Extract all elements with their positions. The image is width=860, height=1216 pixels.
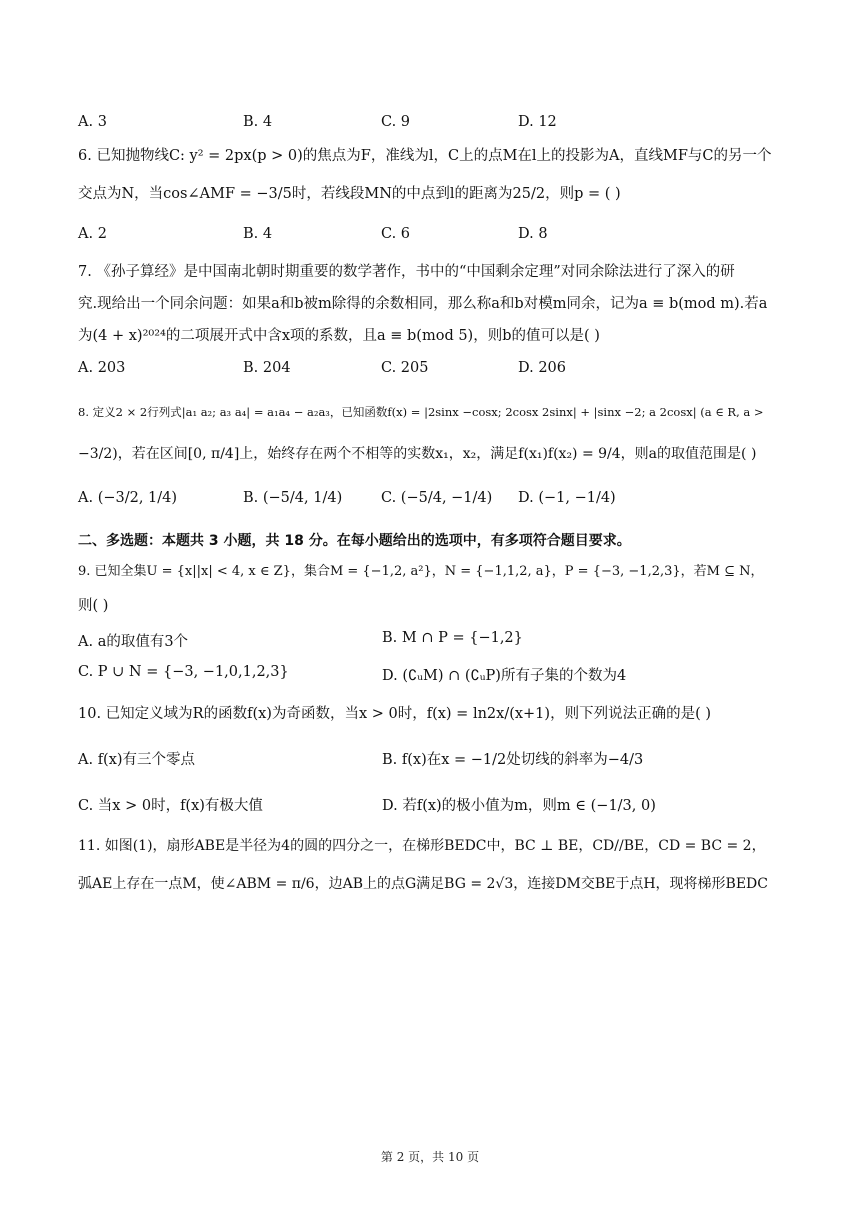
q6-option-a: A. 2 bbox=[78, 226, 107, 242]
q7-option-c: C. 205 bbox=[381, 360, 429, 376]
q5-option-a: A. 3 bbox=[78, 114, 107, 130]
q9-option-a: A. a的取值有3个 bbox=[78, 634, 189, 650]
q10-option-d: D. 若f(x)的极小值为m，则m ∈ (−1/3, 0) bbox=[382, 798, 656, 814]
q7-option-b: B. 204 bbox=[243, 360, 291, 376]
q5-option-b: B. 4 bbox=[243, 114, 273, 130]
q6-option-c: C. 6 bbox=[381, 226, 411, 242]
q7-line-3: 为(4 + x)²⁰²⁴的二项展开式中含x项的系数，且a ≡ b(mod 5)，则b的值可以是( ) bbox=[78, 328, 600, 344]
q9-options-row-1 bbox=[78, 630, 778, 652]
q7-option-a: A. 203 bbox=[78, 360, 126, 376]
q5-options bbox=[78, 114, 778, 136]
q11-line-2: 弧AE上存在一点M，使∠ABM = π/6，边AB上的点G满足BG = 2√3，连接DM交BE于点H，现将梯形BEDC bbox=[78, 876, 768, 892]
q6-line-2: 交点为N，当cos∠AMF = −3/5时，若线段MN的中点到l的距离为25/2，则p = ( ) bbox=[78, 186, 621, 202]
q7-options bbox=[78, 360, 778, 382]
q9-options-row-2 bbox=[78, 664, 778, 686]
q5-option-c: C. 9 bbox=[381, 114, 411, 130]
q7-line-1: 7. 《孙子算经》是中国南北朝时期重要的数学著作，书中的“中国剩余定理”对同余除法进行了深入的研 bbox=[78, 264, 735, 280]
q10-option-a: A. f(x)有三个零点 bbox=[78, 752, 196, 768]
q6-option-d: D. 8 bbox=[518, 226, 548, 242]
q9-line-1: 9. 已知全集U = {x||x| < 4, x ∈ Z}，集合M = {−1,2, a²}，N = {−1,1,2, a}，P = {−3, −1,2,3}，若M ⊆ N， bbox=[78, 564, 764, 579]
q8-options bbox=[78, 490, 778, 512]
section-header-multiple-choice: 二、多选题：本题共 3 小题，共 18 分。在每小题给出的选项中，有多项符合题目要求。 bbox=[78, 533, 631, 549]
page-footer: 第 2 页，共 10 页 bbox=[380, 1150, 480, 1164]
q7-option-d: D. 206 bbox=[518, 360, 567, 376]
q10-options-row-2 bbox=[78, 794, 778, 816]
q6-options bbox=[78, 226, 778, 248]
q10-option-c: C. 当x > 0时，f(x)有极大值 bbox=[78, 798, 263, 814]
q9-line-2: 则( ) bbox=[78, 598, 109, 614]
q10-options-row-1 bbox=[78, 748, 778, 770]
q6-option-b: B. 4 bbox=[243, 226, 273, 242]
q8-option-c: C. (−5/4, −1/4) bbox=[381, 490, 493, 506]
q10-option-b: B. f(x)在x = −1/2处切线的斜率为−4/3 bbox=[382, 752, 644, 768]
q7-line-2: 究.现给出一个同余问题：如果a和b被m除得的余数相同，那么称a和b对模m同余，记为a ≡ b(mod m).若a bbox=[78, 296, 768, 312]
q9-option-d: D. (∁ᵤM) ∩ (∁ᵤP)所有子集的个数为4 bbox=[382, 668, 627, 684]
q8-line-1: 8. 定义2 × 2行列式|a₁ a₂; a₃ a₄| = a₁a₄ − a₂a₃，已知函数f(x) = |2sinx −cosx; 2cosx 2sinx| + |sinx −2; a 2cosx| (a ∈ R, a > bbox=[78, 405, 764, 419]
q8-line-2: −3/2)，若在区间[0, π/4]上，始终存在两个不相等的实数x₁，x₂，满足f(x₁)f(x₂) = 9/4，则a的取值范围是( ) bbox=[78, 446, 757, 462]
q10-line-1: 10. 已知定义域为R的函数f(x)为奇函数，当x > 0时，f(x) = ln2x/(x+1)，则下列说法正确的是( ) bbox=[78, 706, 711, 722]
q8-option-d: D. (−1, −1/4) bbox=[518, 490, 616, 506]
q8-option-b: B. (−5/4, 1/4) bbox=[243, 490, 343, 506]
q5-option-d: D. 12 bbox=[518, 114, 557, 130]
q9-option-b: B. M ∩ P = {−1,2} bbox=[382, 630, 523, 646]
q9-option-c: C. P ∪ N = {−3, −1,0,1,2,3} bbox=[78, 664, 289, 680]
q8-option-a: A. (−3/2, 1/4) bbox=[78, 490, 178, 506]
q11-line-1: 11. 如图(1)，扇形ABE是半径为4的圆的四分之一，在梯形BEDC中，BC ⊥ BE，CD//BE，CD = BC = 2， bbox=[78, 838, 766, 854]
q6-line-1: 6. 已知抛物线C: y² = 2px(p > 0)的焦点为F，准线为l，C上的点M在l上的投影为A，直线MF与C的另一个 bbox=[78, 148, 772, 164]
